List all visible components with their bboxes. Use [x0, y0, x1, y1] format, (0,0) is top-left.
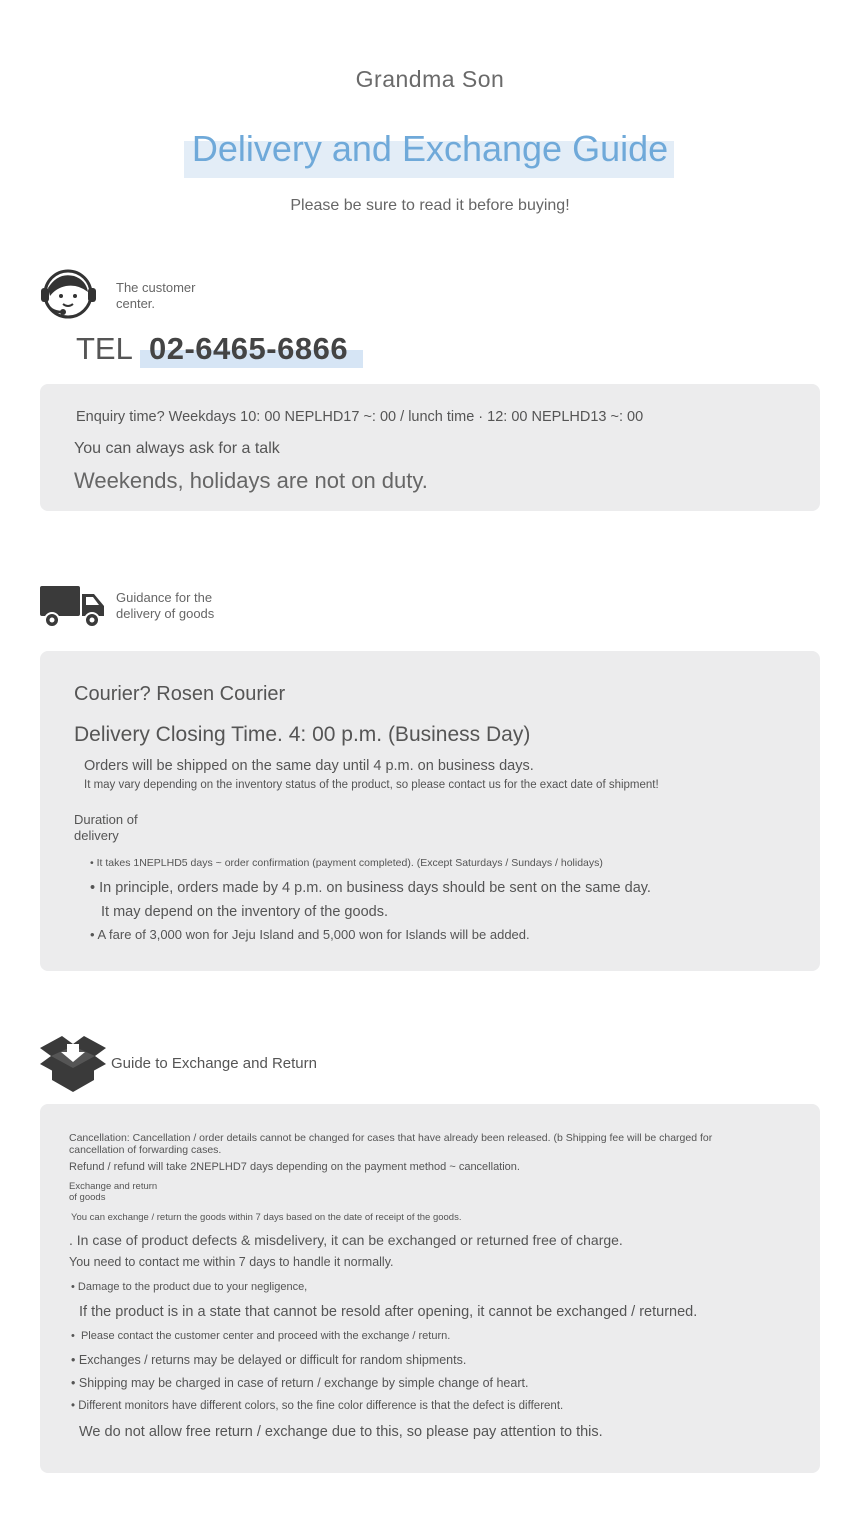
- within-7-days: You can exchange / return the goods within 7 days based on the date of receipt of the goods.: [71, 1212, 462, 1223]
- bullet-fare: • A fare of 3,000 won for Jeju Island and 5,000 won for Islands will be added.: [90, 927, 530, 942]
- customer-center-box: [40, 384, 820, 511]
- cancellation-line2: cancellation of forwarding cases.: [69, 1144, 222, 1156]
- monitors-note: • Different monitors have different colors, so the fine color difference is that the defect is different.: [71, 1400, 564, 1412]
- shipping-charge-text: Shipping may be charged in case of return / exchange by simple change of heart.: [78, 1376, 529, 1390]
- resold-note: If the product is in a state that cannot be resold after opening, it cannot be exchanged / returned.: [79, 1304, 698, 1320]
- delivery-label-line1: Guidance for the: [116, 590, 213, 605]
- cancellation-note: [69, 1132, 712, 1156]
- tel-number: 02-6465-6866: [149, 331, 349, 366]
- talk-note: You can always ask for a talk: [74, 440, 280, 457]
- delivery-box: [40, 651, 820, 971]
- monitors-text: Different monitors have different colors, so the fine color difference is that the defect is different.: [78, 1400, 564, 1412]
- brand-name: Grandma Son: [355, 66, 505, 92]
- refund-note: Refund / refund will take 2NEPLHD7 days depending on the payment method ~ cancellation.: [69, 1161, 520, 1173]
- bullet-fare-text: A fare of 3,000 won for Jeju Island and 5,000 won for Islands will be added.: [97, 927, 530, 942]
- duration-label: [74, 812, 138, 844]
- exchange-box: [40, 1104, 820, 1473]
- negligence-text: Damage to the product due to your negligence,: [77, 1281, 308, 1293]
- bullet-days-text: It takes 1NEPLHD5 days ~ order confirmation (payment completed). (Except Saturdays / Sundays / holidays): [96, 857, 603, 869]
- bullet-days: • It takes 1NEPLHD5 days ~ order confirmation (payment completed). (Except Saturdays / Sundays / holidays): [90, 857, 603, 869]
- closing-time: Delivery Closing Time. 4: 00 p.m. (Business Day): [74, 723, 531, 746]
- bullet-same-day-cont: It may depend on the inventory of the goods.: [101, 904, 388, 920]
- courier: Courier? Rosen Courier: [74, 683, 286, 705]
- page-title: Delivery and Exchange Guide: [191, 128, 669, 169]
- page-subtitle: Please be sure to read it before buying!: [290, 197, 570, 214]
- duration-label-line2: delivery: [74, 828, 119, 843]
- customer-center-label-line1: The customer: [116, 280, 196, 295]
- exchange-return-label: [69, 1181, 157, 1203]
- random-shipments-text: Exchanges / returns may be delayed or difficult for random shipments.: [78, 1353, 467, 1367]
- exchange-return-label-line1: Exchange and return: [69, 1181, 158, 1192]
- customer-center-label-line2: center.: [116, 296, 156, 311]
- headset-icon: [40, 268, 98, 322]
- random-shipments-note: • Exchanges / returns may be delayed or difficult for random shipments.: [71, 1353, 467, 1367]
- exchange-label: Guide to Exchange and Return: [111, 1055, 317, 1072]
- contact-center-note: • Please contact the customer center and proceed with the exchange / return.: [71, 1330, 451, 1342]
- inventory-note: It may vary depending on the inventory status of the product, so please contact us for the exact date of shipment!: [84, 779, 659, 791]
- duration-label-line1: Duration of: [74, 812, 138, 827]
- customer-center-label: [116, 280, 195, 312]
- cancellation-line1: Cancellation: Cancellation / order details cannot be changed for cases that have already been released. (b Shipping fee will be charged for: [69, 1132, 713, 1144]
- negligence-note: • Damage to the product due to your negligence,: [71, 1281, 308, 1293]
- defects-note: . In case of product defects & misdelivery, it can be exchanged or returned free of charge.: [69, 1232, 623, 1248]
- delivery-label-line2: delivery of goods: [116, 606, 215, 621]
- exchange-return-label-line2: of goods: [69, 1192, 106, 1203]
- enquiry-time: Enquiry time? Weekdays 10: 00 NEPLHD17 ~: 00 / lunch time · 12: 00 NEPLHD13 ~: 00: [76, 409, 644, 425]
- no-free-return-note: We do not allow free return / exchange due to this, so please pay attention to this.: [79, 1424, 603, 1440]
- same-day-note: Orders will be shipped on the same day until 4 p.m. on business days.: [84, 758, 534, 774]
- contact-7-days: You need to contact me within 7 days to handle it normally.: [69, 1255, 394, 1269]
- contact-center-text: Please contact the customer center and proceed with the exchange / return.: [80, 1330, 451, 1342]
- bullet-same-day: • In principle, orders made by 4 p.m. on business days should be sent on the same day.: [90, 880, 651, 896]
- tel-label: TEL: [76, 331, 133, 366]
- truck-icon: [40, 584, 106, 630]
- weekends-note: Weekends, holidays are not on duty.: [74, 468, 428, 493]
- bullet-same-day-text: In principle, orders made by 4 p.m. on business days should be sent on the same day.: [99, 880, 651, 896]
- shipping-charge-note: • Shipping may be charged in case of return / exchange by simple change of heart.: [71, 1376, 529, 1390]
- delivery-label: [116, 590, 214, 622]
- open-box-icon: [40, 1034, 106, 1094]
